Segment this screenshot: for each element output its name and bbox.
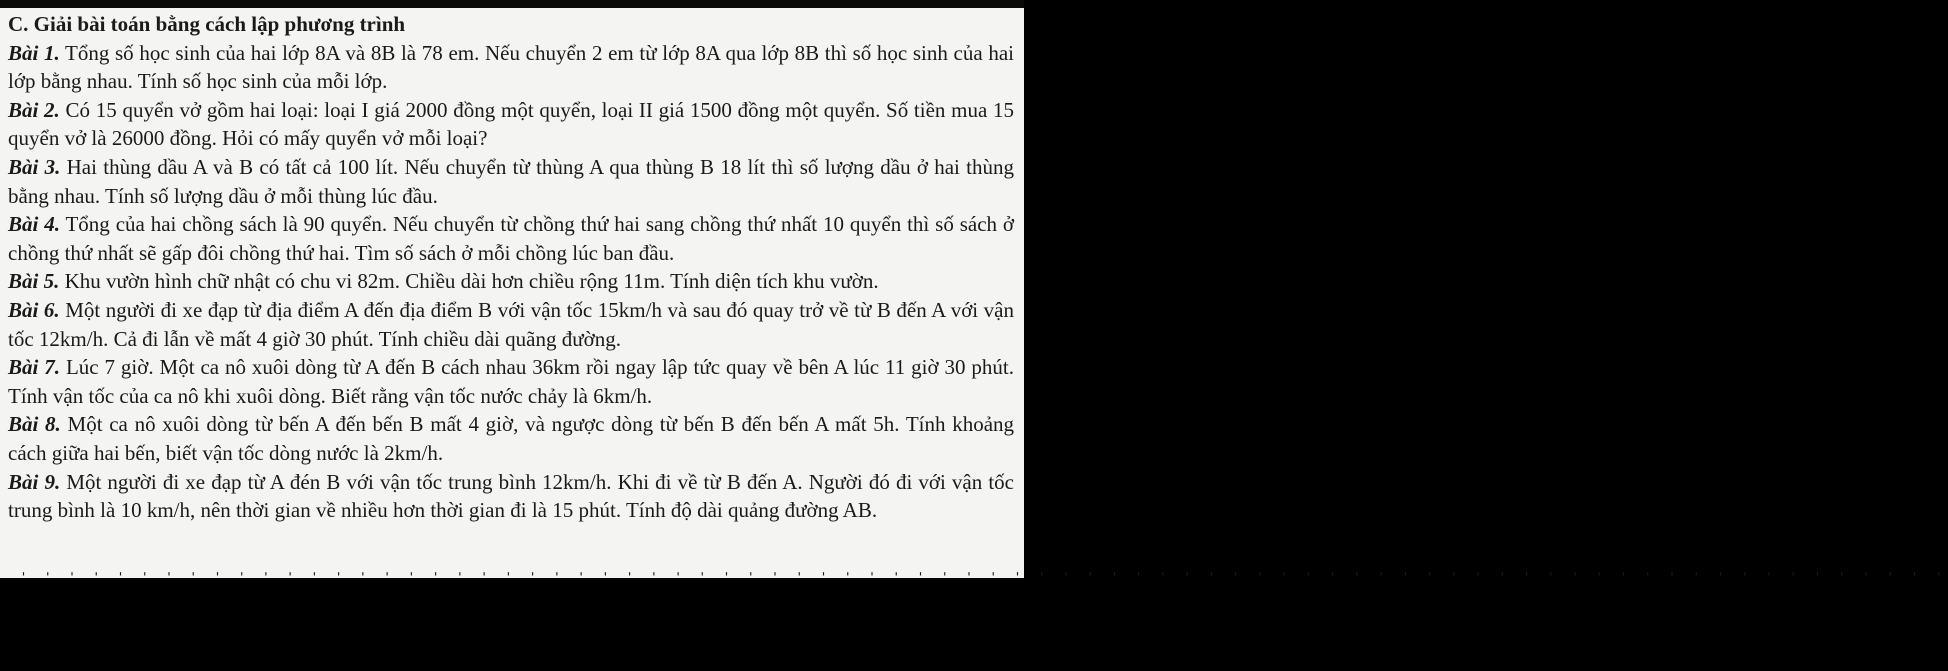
problem-4-text: Tổng của hai chồng sách là 90 quyển. Nếu chuyển từ chồng thứ hai sang chồng thứ nhất 10 quyển thì số sách ở chồng thứ nhất sẽ gấp đôi chồng thứ hai. Tìm số sách ở mỗi chồng lúc ban đầu.: [8, 212, 1014, 265]
problem-7-label: Bài 7.: [8, 355, 61, 380]
problem-1-label: Bài 1.: [8, 40, 60, 65]
problem-6-label: Bài 6.: [8, 297, 60, 322]
problem-1-text: Tổng số học sinh của hai lớp 8A và 8B là 78 em. Nếu chuyển 2 em từ lớp 8A qua lớp 8B thì số học sinh của hai lớp bằng nhau. Tính số học sinh của mỗi lớp.: [8, 40, 1015, 94]
problem-9-label: Bài 9.: [8, 469, 61, 494]
problem-9-text: Một người đi xe đạp từ A đén B với vận tốc trung bình 12km/h. Khi đi về từ B đến A. Người đó đi với vận tốc trung bình là 10 km/h, nên thời gian về nhiều hơn thời gian đi là 15 phút. Tính độ dài quảng đường AB.: [8, 469, 1015, 523]
problem-5: [8, 267, 1014, 296]
problem-5-text: Khu vườn hình chữ nhật có chu vi 82m. Chiều dài hơn chiều rộng 11m. Tính diện tích khu vườn.: [64, 269, 879, 294]
problem-2: [8, 96, 1014, 153]
problem-8: [8, 410, 1014, 467]
problem-8-label: Bài 8.: [8, 412, 61, 437]
problem-2-text: Có 15 quyển vở gồm hai loại: loại I giá 2000 đồng một quyển, loại II giá 1500 đồng một quyển. Số tiền mua 15 quyển vở là 26000 đồng. Hỏi có mấy quyển vở mỗi loại?: [8, 97, 1015, 151]
problem-6: [8, 296, 1014, 353]
problem-7: [8, 353, 1014, 410]
document-content: [8, 10, 1014, 525]
problem-7-text: Lúc 7 giờ. Một ca nô xuôi dòng từ A đến B cách nhau 36km rồi ngay lập tức quay về bên A lúc 11 giờ 30 phút. Tính vận tốc của ca nô khi xuôi dòng. Biết rằng vận tốc nước chảy là 6km/h.: [8, 355, 1015, 408]
problem-9: [8, 468, 1014, 525]
document-page: [0, 8, 1948, 578]
problem-4: [8, 210, 1014, 267]
cut-off-text-fragment: ˌ ˌ ˌ ˌ ˌ ˌ ˌ ˌ ˌ ˌ ˌ ˌ ˌ ˌ ˌ ˌ ˌ ˌ ˌ ˌ ˌ ˌ ˌ ˌ ˌ ˌ ˌ ˌ ˌ ˌ ˌ ˌ ˌ ˌ ˌ ˌ ˌ ˌ ˌ ˌ ˌ ˌ ˌ ˌ ˌ ˌ ˌ ˌ ˌ ˌ ˌ ˌ ˌ ˌ ˌ ˌ ˌ ˌ ˌ ˌ ˌ ˌ ˌ ˌ ˌ ˌ ˌ ˌ ˌ ˌ ˌ ˌ ˌ ˌ ˌ ˌ ˌ ˌ ˌ ˌ: [20, 552, 1948, 576]
problem-5-label: Bài 5.: [8, 269, 60, 294]
problem-3-text: Hai thùng dầu A và B có tất cả 100 lít. Nếu chuyển từ thùng A qua thùng B 18 lít thì số lượng dầu ở hai thùng bằng nhau. Tính số lượng dầu ở mỗi thùng lúc đầu.: [8, 154, 1014, 208]
problem-3: [8, 153, 1014, 210]
problem-6-text: Một người đi xe đạp từ địa điểm A đến địa điểm B với vận tốc 15km/h và sau đó quay trở về từ B đến A với vận tốc 12km/h. Cả đi lẫn về mất 4 giờ 30 phút. Tính chiều dài quãng đường.: [8, 297, 1014, 351]
problem-1: [8, 39, 1014, 96]
bottom-black-area: [0, 578, 1024, 671]
top-edge-bar: [0, 0, 1024, 8]
problem-4-label: Bài 4.: [8, 212, 60, 237]
section-title: C. Giải bài toán bằng cách lập phương trình: [8, 12, 406, 36]
problem-3-label: Bài 3.: [8, 154, 61, 179]
problem-2-label: Bài 2.: [8, 97, 60, 122]
problem-8-text: Một ca nô xuôi dòng từ bến A đến bến B mất 4 giờ, và ngược dòng từ bến B đến bến A mất 5h. Tính khoảng cách giữa hai bến, biết vận tốc dòng nước là 2km/h.: [8, 412, 1015, 465]
